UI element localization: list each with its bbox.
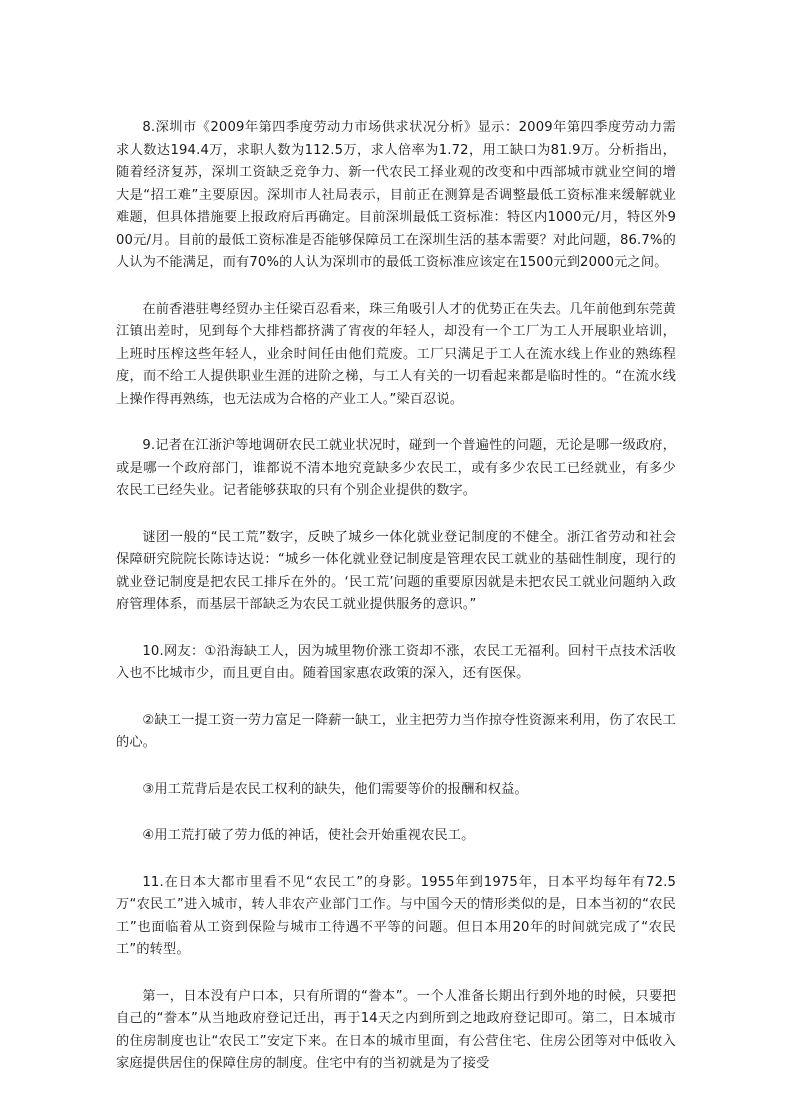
paragraph-item-10-3: ③用工荒背后是农民工权利的缺失，他们需要等价的报酬和权益。 [142,781,528,797]
paragraph-item-10-4: ④用工荒打破了劳力低的神话，使社会开始重视农民工。 [142,828,475,843]
document-page [116,117,676,1100]
paragraph-item-8: 8.深圳市《2009年第四季度劳动力市场供求状况分析》显示：2009年第四季度劳动力需求人数达194.4万，求职人数为112.5万，求人倍率为1.72，用工缺口为81.9万。分析指出，随着经济复苏，深圳工资缺乏竞争力、新一代农民工择业观的改变和中西部城市就业空间的增大是“招工难”主要原因。深圳市人社局表示，目前正在测算是否调整最低工资标准来缓解就业难题，但具体措施要上报政府后再确定。目前深圳最低工资标准：特区内1000元/月，特区外900元/月。目前的最低工资标准是否能够保障员工在深圳生活的基本需要？对此问题，86.7%的人认为不能满足，而有70%的人认为深圳市的最低工资标准应该定在1500元到2000元之间。 [116,120,676,270]
paragraph-item-10: 10.网友：①沿海缺工人，因为城里物价涨工资却不涨，农民工无福利。回村干点技术活收入也不比城市少，而且更自由。随着国家惠农政策的深入，还有医保。 [116,643,676,681]
paragraph-item-9: 9.记者在江浙沪等地调研农民工就业状况时，碰到一个普遍性的问题，无论是哪一级政府，或是哪一个政府部门，谁都说不清本地究竟缺多少农民工，或有多少农民工已经就业，有多少农民工已经失业。记者能够获取的只有个别企业提供的数字。 [116,438,676,498]
paragraph-liang-baiyin: 在前香港驻粤经贸办主任梁百忍看来，珠三角吸引人才的优势正在失去。几年前他到东莞黄江镇出差时，见到每个大排档都挤满了宵夜的年轻人，却没有一个工厂为工人开展职业培训，上班时压榨这些年轻人，业余时间任由他们荒废。工厂只满足于工人在流水线上作业的熟练程度，而不给工人提供职业生涯的进阶之梯，与工人有关的一切看起来都是临时性的。“在流水线上操作得再熟练，也无法成为合格的产业工人。”梁百忍说。 [116,301,676,407]
paragraph-japan-reasons: 第一，日本没有户口本，只有所谓的“誊本”。一个人准备长期出行到外地的时候，只要把自己的“誊本”从当地政府登记迁出，再于14天之内到所到之地政府登记即可。第二，日本城市的住房制度也让“农民工”安定下来。在日本的城市里面，有公营住宅、住房公团等对中低收入家庭提供居住的保障住房的制度。住宅中有的当初就是为了接受 [116,988,676,1071]
paragraph-item-11: 11.在日本大都市里看不见“农民工”的身影。1955年到1975年，日本平均每年有72.5万“农民工”进入城市，转人非农产业部门工作。与中国今天的情形类似的是，日本当初的“农民工”也面临着从工资到保险与城市工待遇不平等的问题。但日本用20年的时间就完成了“农民工”的转型。 [116,874,676,957]
paragraph-item-10-2: ②缺工一提工资一劳力富足一降薪一缺工，业主把劳力当作掠夺性资源来利用，伤了农民工的心。 [116,712,676,750]
paragraph-chen-shida: 谜团一般的“民工荒”数字，反映了城乡一体化就业登记制度的不健全。浙江省劳动和社会保障研究院院长陈诗达说：“城乡一体化就业登记制度是管理农民工就业的基础性制度，现行的就业登记制度是把农民工排斥在外的。‘民工荒’问题的重要原因就是未把农民工就业问题纳入政府管理体系，而基层干部缺乏为农民工就业提供服务的意识。” [116,529,676,612]
